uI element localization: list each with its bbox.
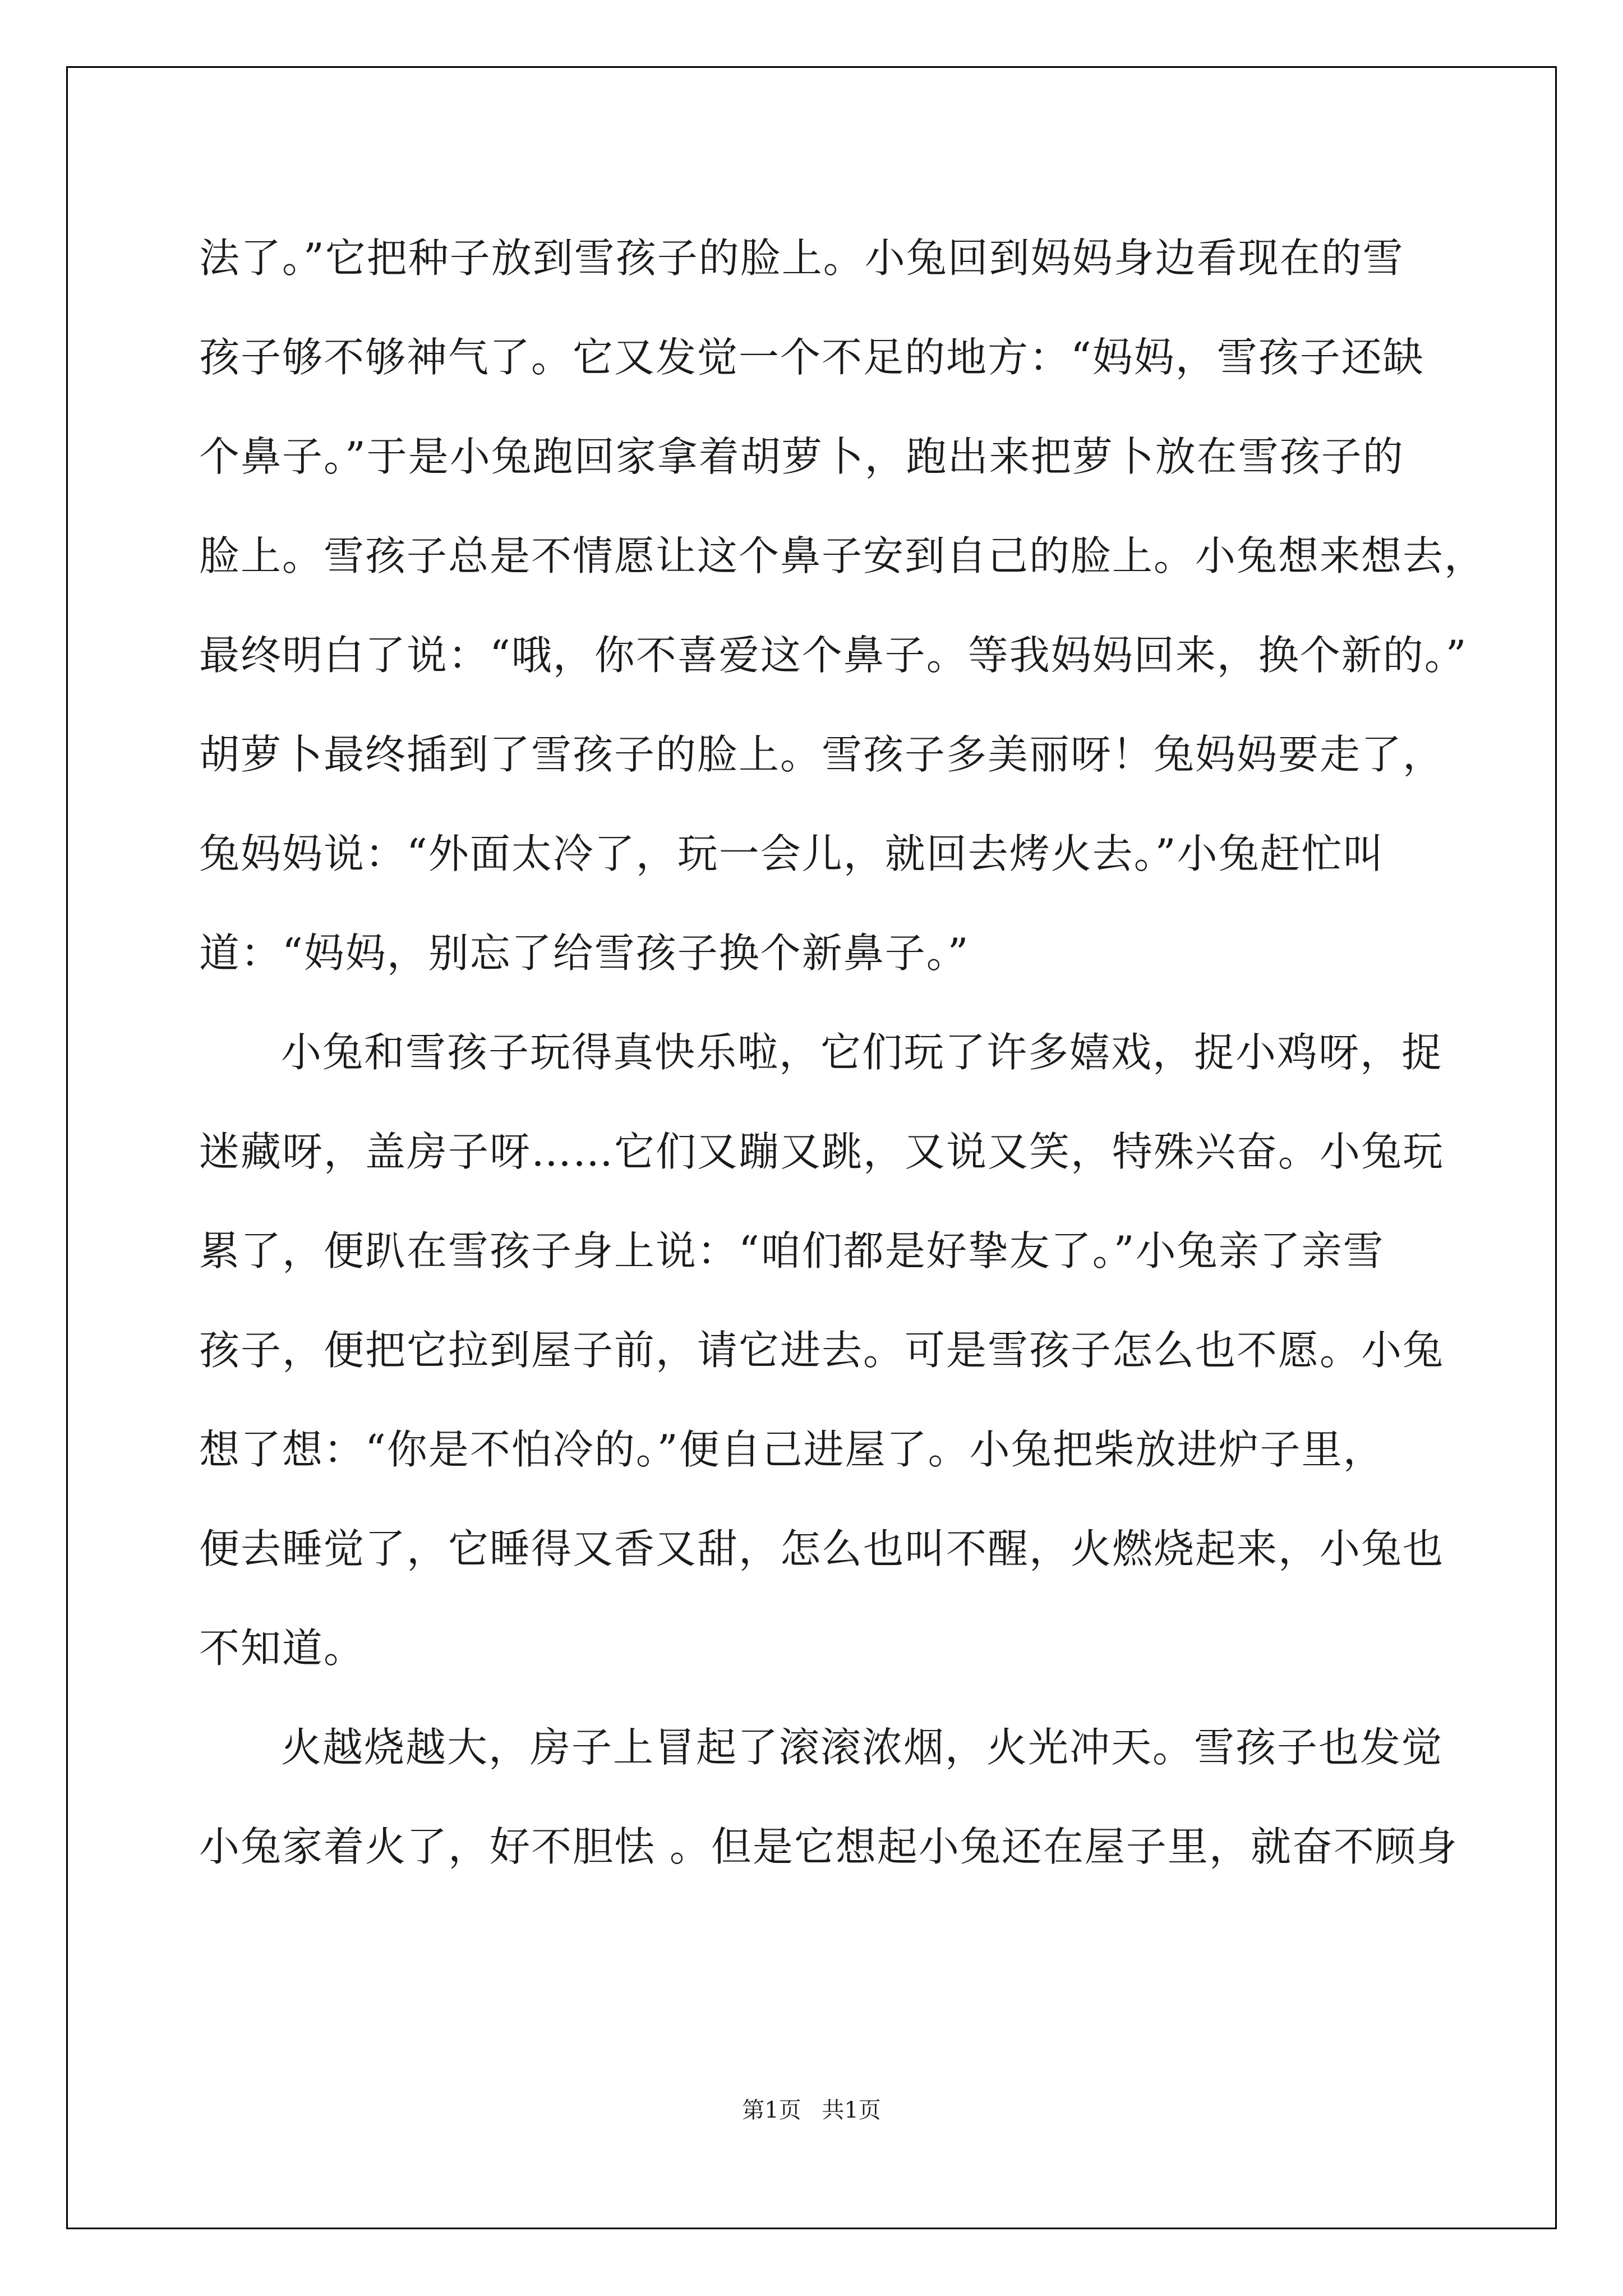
text-line: 火越烧越大，房子上冒起了滚滚浓烟，火光冲天。雪孩子也发觉 <box>281 1724 1444 1771</box>
text-line: 法了。”它把种子放到雪孩子的脸上。小兔回到妈妈身边看现在的雪 <box>199 234 1404 282</box>
text-line: 兔妈妈说：“外面太冷了，玩一会儿，就回去烤火去。”小兔赶忙叫 <box>199 830 1385 877</box>
text-line: 孩子，便把它拉到屋子前，请它进去。可是雪孩子怎么也不愿。小兔 <box>199 1327 1445 1374</box>
text-line: 小兔和雪孩子玩得真快乐啦，它们玩了许多嬉戏，捉小鸡呀，捉 <box>281 1029 1444 1076</box>
text-line: 胡萝卜最终插到了雪孩子的脸上。雪孩子多美丽呀！兔妈妈要走了， <box>199 731 1445 778</box>
text-line: 个鼻子。”于是小兔跑回家拿着胡萝卜，跑出来把萝卜放在雪孩子的 <box>199 433 1404 480</box>
page-total: 共1页 <box>822 2097 881 2123</box>
text-line: 不知道。 <box>199 1625 366 1672</box>
text-line: 小兔家着火了，好不胆怯 。但是它想起小兔还在屋子里，就奋不顾身 <box>199 1823 1458 1870</box>
text-line: 想了想：“你是不怕冷的。”便自己进屋了。小兔把柴放进炉子里， <box>199 1426 1385 1473</box>
text-line: 道：“妈妈，别忘了给雪孩子换个新鼻子。” <box>199 930 970 977</box>
page-footer <box>0 2092 1623 2124</box>
page-number: 第1页 <box>742 2097 801 2123</box>
text-line: 迷藏呀，盖房子呀……它们又蹦又跳，又说又笑，特殊兴奋。小兔玩 <box>199 1128 1445 1175</box>
text-line: 脸上。雪孩子总是不情愿让这个鼻子安到自己的脸上。小兔想来想去， <box>199 532 1486 579</box>
text-line: 便去睡觉了，它睡得又香又甜，怎么也叫不醒，火燃烧起来，小兔也 <box>199 1525 1445 1572</box>
text-line: 累了，便趴在雪孩子身上说：“咱们都是好挚友了。”小兔亲了亲雪 <box>199 1227 1385 1274</box>
text-line: 最终明白了说：“哦，你不喜爱这个鼻子。等我妈妈回来，换个新的。” <box>199 632 1468 679</box>
text-line: 孩子够不够神气了。它又发觉一个不足的地方：“妈妈，雪孩子还缺 <box>199 334 1424 381</box>
document-body <box>199 209 1486 1897</box>
